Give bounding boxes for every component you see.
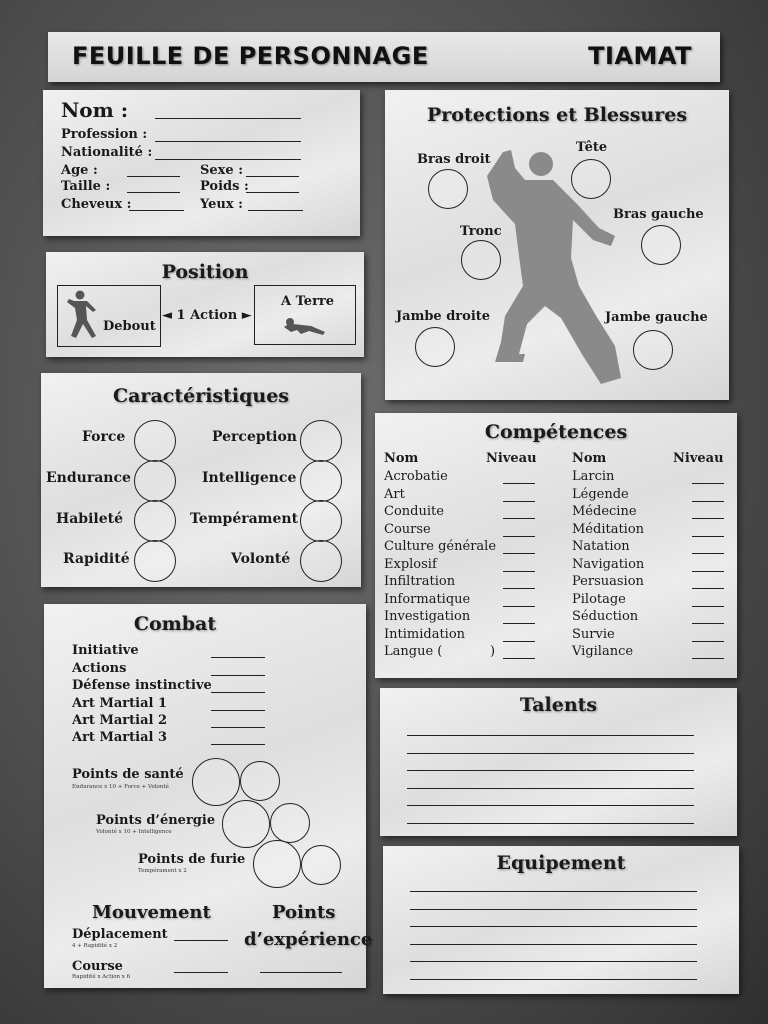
combat-title: Combat <box>133 613 217 635</box>
skill-name-right: Méditation <box>572 521 645 537</box>
endurance-circle[interactable] <box>134 460 176 502</box>
taille-label: Taille : <box>61 179 111 194</box>
combat-defense: Défense instinctive <box>72 678 212 693</box>
combat-actions: Actions <box>72 661 127 676</box>
skill-level-line-left[interactable] <box>503 588 535 589</box>
talent-line[interactable] <box>407 753 694 754</box>
xp-line[interactable] <box>260 972 342 973</box>
skill-level-line-right[interactable] <box>692 658 724 659</box>
art-martial-1-line[interactable] <box>211 710 265 711</box>
course-line[interactable] <box>174 972 228 973</box>
energie-max-circle[interactable] <box>222 800 270 848</box>
bras-gauche-label: Bras gauche <box>613 207 704 222</box>
skill-name-left: Art <box>384 486 405 502</box>
age-label: Age : <box>61 163 98 178</box>
nom-line[interactable] <box>155 118 301 119</box>
poids-line[interactable] <box>246 192 299 193</box>
comp-nom-header-right: Nom <box>572 451 607 466</box>
skill-level-line-left[interactable] <box>503 518 535 519</box>
langue-close: ) <box>490 644 496 659</box>
sheet-title: FEUILLE DE PERSONNAGE <box>72 42 429 70</box>
jambe-droite-label: Jambe droite <box>396 309 491 324</box>
skill-name-left: Langue ( <box>384 644 443 659</box>
skill-name-left: Investigation <box>384 609 471 624</box>
game-title: TIAMAT <box>588 42 692 70</box>
equipement-line[interactable] <box>410 944 697 945</box>
a-terre-label: A Terre <box>281 294 335 309</box>
habilete-circle[interactable] <box>134 500 176 542</box>
bras-gauche-circle[interactable] <box>641 225 681 265</box>
talents-title: Talents <box>519 694 598 716</box>
talent-line[interactable] <box>407 770 694 771</box>
martial-artist-silhouette-icon <box>475 146 645 396</box>
char-volonte: Volonté <box>231 551 291 567</box>
skill-name-left: Intimidation <box>384 626 466 642</box>
intelligence-circle[interactable] <box>300 460 342 502</box>
characteristics-title: Caractéristiques <box>113 385 289 407</box>
talent-line[interactable] <box>407 823 694 824</box>
skill-name-right: Survie <box>572 626 615 642</box>
furie-formula: Tempérament x 2 <box>138 868 187 874</box>
skill-name-right: Médecine <box>572 504 637 519</box>
nom-label: Nom : <box>61 98 129 122</box>
char-force: Force <box>82 429 126 445</box>
xp-title-1: Points <box>272 902 336 923</box>
sheet-header <box>48 32 720 82</box>
skill-name-left: Culture générale <box>384 539 497 554</box>
char-endurance: Endurance <box>46 470 131 486</box>
a-terre-box[interactable] <box>254 285 356 345</box>
energie-formula: Volonté x 10 + Intelligence <box>96 829 172 835</box>
sante-max-circle[interactable] <box>192 758 240 806</box>
skill-name-left: Explosif <box>384 556 437 572</box>
talents-panel <box>380 688 737 836</box>
rapidite-circle[interactable] <box>134 540 176 582</box>
char-habilete: Habileté <box>56 511 124 527</box>
nationalite-label: Nationalité : <box>61 145 153 160</box>
char-perception: Perception <box>212 429 297 445</box>
combat-art-martial-2: Art Martial 2 <box>72 713 168 728</box>
art-martial-3-line[interactable] <box>211 744 265 745</box>
equipement-line[interactable] <box>410 926 697 927</box>
skill-name-right: Navigation <box>572 556 645 572</box>
debout-box[interactable] <box>57 285 161 347</box>
sexe-label: Sexe : <box>200 163 244 178</box>
energie-current-circle[interactable] <box>270 803 310 843</box>
equipement-title: Equipement <box>496 852 626 874</box>
yeux-line[interactable] <box>248 210 303 211</box>
skill-level-line-left[interactable] <box>503 501 535 502</box>
skill-level-line-left[interactable] <box>503 553 535 554</box>
skill-name-right: Natation <box>572 539 630 554</box>
equipement-line[interactable] <box>410 961 697 962</box>
combat-initiative: Initiative <box>72 643 139 658</box>
combat-art-martial-1: Art Martial 1 <box>72 696 168 711</box>
competences-panel <box>375 413 737 678</box>
skill-name-left: Informatique <box>384 591 471 607</box>
skill-name-right: Larcin <box>572 469 615 484</box>
skill-level-line-right[interactable] <box>692 553 724 554</box>
char-temperament: Tempérament <box>190 511 299 527</box>
course-formula: Rapidité x Action x 6 <box>72 974 131 980</box>
skill-level-line-left[interactable] <box>503 658 535 659</box>
equipement-line[interactable] <box>410 909 697 910</box>
bras-droit-circle[interactable] <box>428 169 468 209</box>
skill-level-line-left[interactable] <box>503 483 535 484</box>
xp-title-2: d’expérience <box>244 929 373 950</box>
position-panel <box>46 252 364 357</box>
art-martial-2-line[interactable] <box>211 727 265 728</box>
char-rapidite: Rapidité <box>63 551 130 567</box>
sexe-line[interactable] <box>246 176 299 177</box>
skill-level-line-right[interactable] <box>692 483 724 484</box>
jambe-gauche-label: Jambe gauche <box>605 310 708 325</box>
yeux-label: Yeux : <box>200 197 243 212</box>
skill-name-left: Course <box>384 521 431 537</box>
profession-label: Profession : <box>61 127 148 142</box>
talent-line[interactable] <box>407 805 694 806</box>
skill-level-line-right[interactable] <box>692 641 724 642</box>
comp-niveau-header-left: Niveau <box>486 451 537 466</box>
skill-name-right: Vigilance <box>572 644 634 659</box>
protections-panel <box>385 90 729 400</box>
deplacement-label: Déplacement <box>72 927 168 942</box>
combat-panel <box>44 604 373 988</box>
furie-label: Points de furie <box>138 852 246 867</box>
tronc-circle[interactable] <box>461 240 501 280</box>
characteristics-panel <box>41 373 361 587</box>
deplacement-line[interactable] <box>174 940 228 941</box>
talent-line[interactable] <box>407 788 694 789</box>
volonte-circle[interactable] <box>300 540 342 582</box>
skill-level-line-right[interactable] <box>692 606 724 607</box>
skill-name-left: Acrobatie <box>384 469 448 484</box>
skill-name-right: Persuasion <box>572 574 644 589</box>
fallen-fighter-icon <box>281 316 331 338</box>
perception-circle[interactable] <box>300 420 342 462</box>
furie-max-circle[interactable] <box>253 840 301 888</box>
equipement-line[interactable] <box>410 979 697 980</box>
poids-label: Poids : <box>200 179 249 194</box>
combat-art-martial-3: Art Martial 3 <box>72 730 168 745</box>
sante-formula: Endurance x 10 + Force + Volonté <box>72 784 169 790</box>
tronc-label: Tronc <box>460 224 502 239</box>
standing-fighter-icon <box>60 288 104 342</box>
comp-niveau-header-right: Niveau <box>673 451 724 466</box>
skill-level-line-left[interactable] <box>503 641 535 642</box>
defense-line[interactable] <box>211 692 265 693</box>
initiative-line[interactable] <box>211 657 265 658</box>
skill-name-right: Légende <box>572 486 629 502</box>
comp-nom-header-left: Nom <box>384 451 419 466</box>
energie-label: Points d’énergie <box>96 813 216 828</box>
skill-name-left: Conduite <box>384 504 444 519</box>
mouvement-title: Mouvement <box>92 902 211 923</box>
skill-name-right: Séduction <box>572 609 639 624</box>
skill-level-line-left[interactable] <box>503 606 535 607</box>
equipement-panel <box>383 846 739 994</box>
temperament-circle[interactable] <box>300 500 342 542</box>
skill-level-line-right[interactable] <box>692 536 724 537</box>
competences-title: Compétences <box>484 421 628 443</box>
talent-line[interactable] <box>407 735 694 736</box>
sante-current-circle[interactable] <box>240 761 280 801</box>
course-label: Course <box>72 959 123 974</box>
position-title: Position <box>161 261 249 283</box>
sante-label: Points de santé <box>72 767 184 782</box>
debout-label: Debout <box>103 319 156 334</box>
jambe-droite-circle[interactable] <box>415 327 455 367</box>
actions-line[interactable] <box>211 675 265 676</box>
skill-level-line-left[interactable] <box>503 623 535 624</box>
skill-level-line-right[interactable] <box>692 571 724 572</box>
action-label: ◄ 1 Action ► <box>162 308 252 323</box>
skill-level-line-right[interactable] <box>692 623 724 624</box>
skill-level-line-right[interactable] <box>692 501 724 502</box>
age-line[interactable] <box>127 176 180 177</box>
skill-name-right: Pilotage <box>572 591 626 607</box>
jambe-gauche-circle[interactable] <box>633 330 673 370</box>
tete-circle[interactable] <box>571 159 611 199</box>
furie-current-circle[interactable] <box>301 845 341 885</box>
identity-panel <box>43 90 360 236</box>
skill-name-left: Infiltration <box>384 574 456 589</box>
taille-line[interactable] <box>127 192 180 193</box>
cheveux-line[interactable] <box>129 210 184 211</box>
skill-level-line-right[interactable] <box>692 588 724 589</box>
bras-droit-label: Bras droit <box>417 152 491 167</box>
profession-line[interactable] <box>155 141 301 142</box>
skill-level-line-right[interactable] <box>692 518 724 519</box>
nationalite-line[interactable] <box>155 159 301 160</box>
equipement-line[interactable] <box>410 891 697 892</box>
tete-label: Tête <box>576 140 608 155</box>
deplacement-formula: 4 + Rapidité x 2 <box>72 943 118 949</box>
force-circle[interactable] <box>134 420 176 462</box>
skill-level-line-left[interactable] <box>503 536 535 537</box>
skill-level-line-left[interactable] <box>503 571 535 572</box>
char-intelligence: Intelligence <box>202 470 297 486</box>
protections-title: Protections et Blessures <box>426 104 688 126</box>
cheveux-label: Cheveux : <box>61 197 132 212</box>
